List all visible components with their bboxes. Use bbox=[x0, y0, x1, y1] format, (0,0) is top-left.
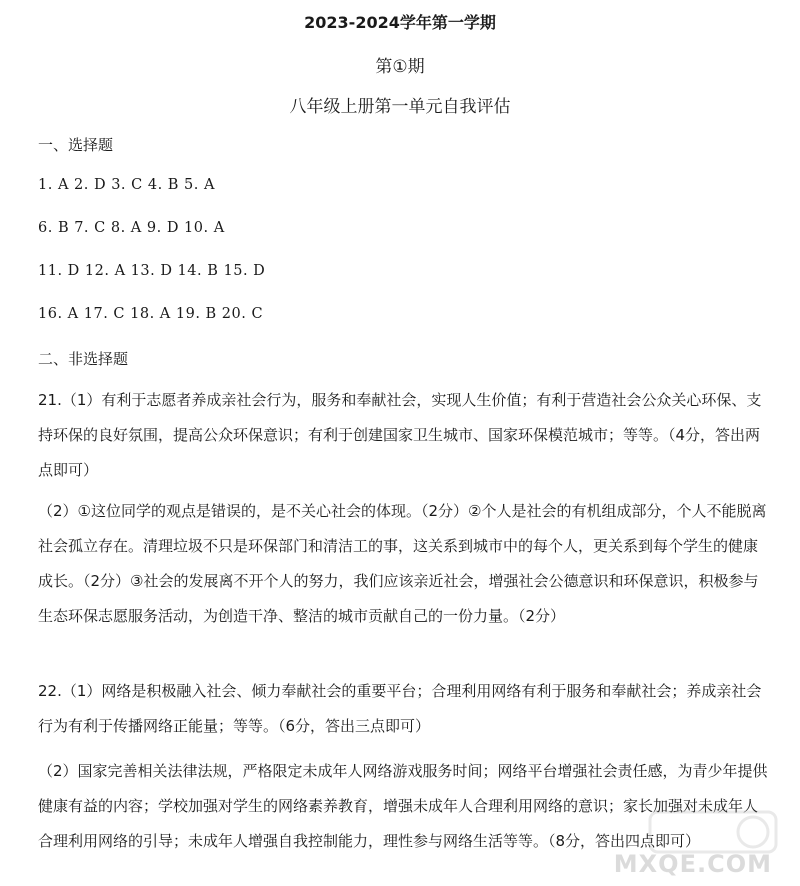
page-title: 2023-2024学年第一学期 bbox=[304, 13, 496, 32]
answer-q21-part2: （2）①这位同学的观点是错误的，是不关心社会的体现。（2分）②个人是社会的有机组成部分，个人不能脱离社会孤立存在。清理垃圾不只是环保部门和清洁工的事，这关系到城市中的每个人，更关系到每个学生的健康成长。（2分）③社会的发展离不开个人的努力，我们应该亲近社会，增强社会公德意识和环保意识，积极参与生态环保志愿服务活动，为创造干净、整洁的城市贡献自己的一份力量。（2分） bbox=[38, 502, 767, 625]
answer-row-3: 11. D 12. A 13. D 14. B 15. D bbox=[38, 263, 266, 279]
answer-q22-part1: 22.（1）网络是积极融入社会、倾力奉献社会的重要平台；合理利用网络有利于服务和奉献社会；养成亲社会行为有利于传播网络正能量；等等。（6分，答出三点即可） bbox=[38, 682, 762, 735]
section-heading-non-choice: 二、非选择题 bbox=[38, 350, 129, 368]
watermark-text: MXQE.COM bbox=[613, 850, 772, 878]
issue-number: 第①期 bbox=[375, 57, 425, 77]
answer-row-1: 1. A 2. D 3. C 4. B 5. A bbox=[38, 177, 215, 193]
section-heading-choice: 一、选择题 bbox=[38, 136, 114, 154]
answer-row-2: 6. B 7. C 8. A 9. D 10. A bbox=[38, 220, 225, 236]
answer-row-4: 16. A 17. C 18. A 19. B 20. C bbox=[38, 306, 264, 322]
answer-q21-part1: 21.（1）有利于志愿者养成亲社会行为，服务和奉献社会，实现人生价值；有利于营造社会公众关心环保、支持环保的良好氛围，提高公众环保意识；有利于创建国家卫生城市、国家环保模范城市；等等。（4分，答出两点即可） bbox=[38, 391, 762, 479]
answer-q22-part2: （2）国家完善相关法律法规，严格限定未成年人网络游戏服务时间；网络平台增强社会责任感，为青少年提供健康有益的内容；学校加强对学生的网络素养教育，增强未成年人合理利用网络的意识；家长加强对未成年人合理利用网络的引导；未成年人增强自我控制能力，理性参与网络生活等等。（8分，答出四点即可） bbox=[38, 762, 768, 850]
page-subtitle: 八年级上册第一单元自我评估 bbox=[289, 97, 511, 117]
